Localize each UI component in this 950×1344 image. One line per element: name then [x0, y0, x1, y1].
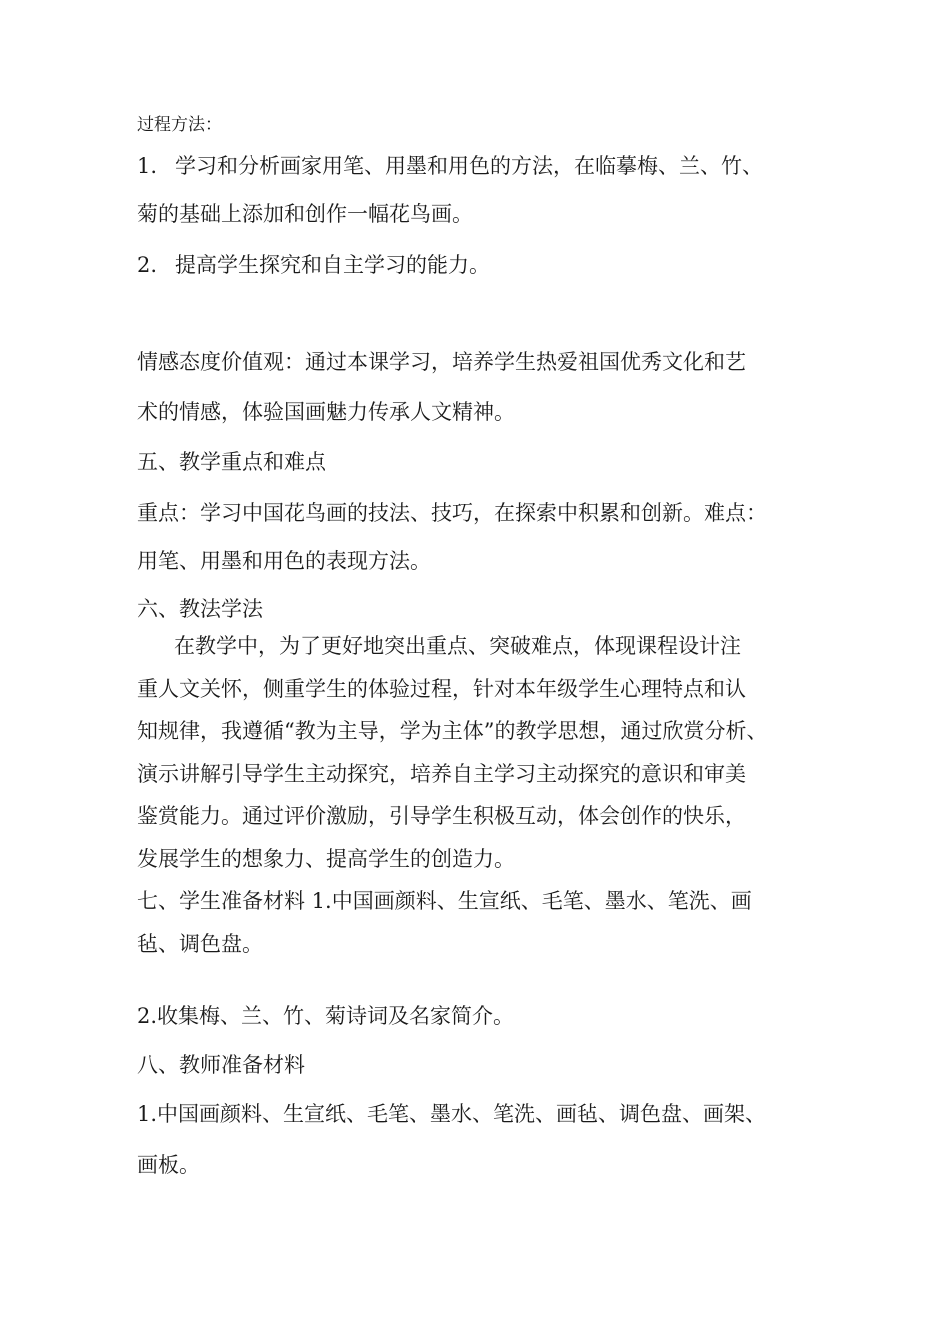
section8-line-1: 1.中国画颜料、生宣纸、毛笔、墨水、笔洗、画毡、调色盘、画架、 — [137, 1102, 767, 1126]
process-item-1-number: 1. — [137, 154, 158, 178]
emotion-line-2: 术的情感，体验国画魅力传承人文精神。 — [137, 400, 515, 424]
section5-line-1: 重点：学习中国花鸟画的技法、技巧，在探索中积累和创新。难点： — [137, 501, 767, 525]
section7-item-2: 2.收集梅、兰、竹、菊诗词及名家简介。 — [137, 1004, 515, 1028]
section6-paragraph-line: 知规律，我遵循“教为主导，学为主体”的教学思想，通过欣赏分析、 — [137, 719, 768, 743]
section7-line-1: 七、学生准备材料 1.中国画颜料、生宣纸、毛笔、墨水、笔洗、画 — [137, 889, 752, 913]
emotion-line-1: 情感态度价值观：通过本课学习，培养学生热爱祖国优秀文化和艺 — [137, 350, 746, 374]
section6-paragraph-line: 发展学生的想象力、提高学生的创造力。 — [137, 847, 515, 871]
process-heading: 过程方法： — [137, 115, 222, 135]
section5-line-2: 用笔、用墨和用色的表现方法。 — [137, 549, 431, 573]
section6-paragraph-line: 重人文关怀，侧重学生的体验过程，针对本年级学生心理特点和认 — [137, 677, 746, 701]
section6-heading: 六、教法学法 — [137, 597, 263, 621]
section8-line-2: 画板。 — [137, 1153, 200, 1177]
process-item-1 — [137, 152, 827, 180]
section7-line-2: 毡、调色盘。 — [137, 932, 263, 956]
section6-paragraph-line: 演示讲解引导学生主动探究，培养自主学习主动探究的意识和审美 — [137, 762, 746, 786]
process-item-2-number: 2. — [137, 253, 158, 277]
section5-heading: 五、教学重点和难点 — [137, 450, 326, 474]
process-item-1-continued: 菊的基础上添加和创作一幅花鸟画。 — [137, 202, 473, 226]
process-item-2-text: 提高学生探究和自主学习的能力。 — [175, 253, 490, 277]
process-item-1-text: 学习和分析画家用笔、用墨和用色的方法，在临摹梅、兰、竹、 — [175, 154, 763, 178]
section6-paragraph-line: 鉴赏能力。通过评价激励，引导学生积极互动，体会创作的快乐， — [137, 804, 746, 828]
section8-heading: 八、教师准备材料 — [137, 1053, 305, 1077]
section6-paragraph-line: 在教学中，为了更好地突出重点、突破难点，体现课程设计注 — [174, 634, 741, 658]
process-item-2 — [137, 251, 827, 279]
